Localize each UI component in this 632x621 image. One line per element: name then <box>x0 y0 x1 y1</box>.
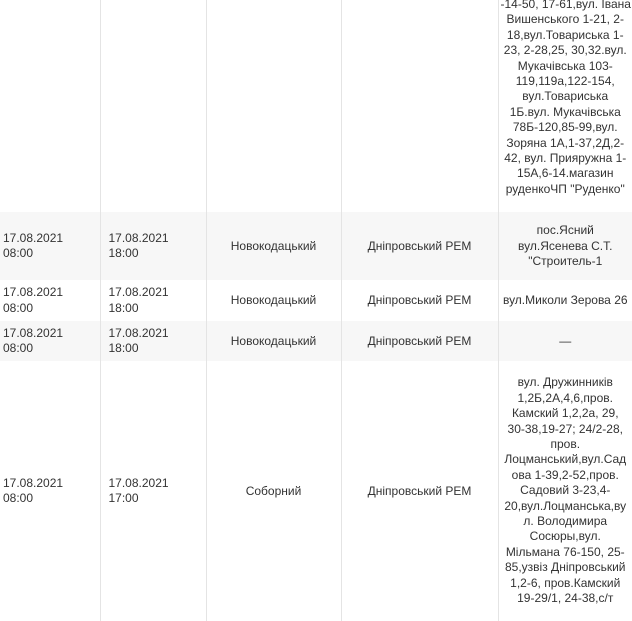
address-line: 15А,6-14.магазин <box>517 166 614 181</box>
address-line: 19-29/1, 24-38,с/т <box>517 590 614 605</box>
district-cell: Новокодацький <box>206 212 341 280</box>
end-time-cell: 17.08.2021 17:00 <box>100 361 206 621</box>
address-cell <box>498 212 632 280</box>
district-cell: Новокодацький <box>206 321 341 361</box>
address-cell <box>498 361 632 621</box>
address-line: -14-50, 17-61,вул. Івана <box>500 0 631 11</box>
district-cell: Новокодацький <box>206 280 341 321</box>
start-time-cell: 17.08.2021 08:00 <box>0 321 100 361</box>
organization-cell: Дніпровський РЕМ <box>341 212 498 280</box>
address-line: 85,узвіз Дніпровський <box>505 560 626 575</box>
address-line: руденкоЧП "Руденко" <box>505 181 625 196</box>
address-line: 30-38,19-27; 24/2-28, <box>507 421 623 436</box>
address-line: Камский 1,2,2а, 29, <box>511 406 619 421</box>
address-line: — <box>559 333 572 348</box>
address-line: 78Б-120,85-99,вул. <box>512 120 618 135</box>
address-line: вул.Товариська <box>522 89 609 104</box>
table-row <box>0 212 632 280</box>
start-time-cell: 17.08.2021 08:00 <box>0 361 100 621</box>
address-cell <box>498 0 632 212</box>
address-line: л. Володимира <box>523 513 608 528</box>
district-cell: Соборний <box>206 361 341 621</box>
address-line: вул. Дружинників <box>517 375 613 390</box>
address-line: Мільмана 76-150, 25- <box>505 544 625 559</box>
address-line: Вишенського 1-21, 2- <box>506 12 624 27</box>
start-time-cell: 17.08.2021 08:00 <box>0 212 100 280</box>
table-row <box>0 280 632 321</box>
table-row <box>0 361 632 621</box>
address-line: Садовий 3-23,4- <box>520 483 611 498</box>
end-time-cell: 17.08.2021 18:00 <box>100 212 206 280</box>
address-line: Мукачівська 103- <box>517 58 613 73</box>
start-time-cell <box>0 0 100 212</box>
organization-cell <box>341 0 498 212</box>
address-line: "Строитель-1 <box>528 253 603 268</box>
start-time-cell: 17.08.2021 08:00 <box>0 280 100 321</box>
address-line: 119,119а,122-154, <box>515 74 615 89</box>
address-line: вул.Ясенева С.Т. <box>518 238 613 253</box>
address-line: 1Б.вул. Мукачівська <box>509 104 621 119</box>
address-line: пос.Ясний <box>536 223 594 238</box>
address-line: Лоцманський,вул.Сад <box>504 452 627 467</box>
address-cell <box>498 321 632 361</box>
organization-cell: Дніпровський РЕМ <box>341 321 498 361</box>
organization-cell: Дніпровський РЕМ <box>341 280 498 321</box>
end-time-cell: 17.08.2021 18:00 <box>100 280 206 321</box>
address-line: 20,вул.Лоцманська,ву <box>504 498 627 513</box>
address-line: 23, 2-28,25, 30,32.вул. <box>503 43 627 58</box>
end-time-cell: 17.08.2021 18:00 <box>100 321 206 361</box>
address-line: пров. <box>550 436 581 451</box>
address-line: 1,2Б,2А,4,6,пров. <box>517 390 613 405</box>
district-cell <box>206 0 341 212</box>
organization-cell: Дніпровський РЕМ <box>341 361 498 621</box>
address-line: 42, вул. Прияружна 1- <box>504 151 627 166</box>
end-time-cell <box>100 0 206 212</box>
address-line: ова 1-39,2-52,пров. <box>511 467 619 482</box>
address-line: Зоряна 1А,1-37,2Д,2- <box>506 135 625 150</box>
address-line: 18,вул.Товариська 1- <box>506 27 624 42</box>
address-line: Сосюры,вул. <box>529 529 601 544</box>
address-line: 1,2-6, пров.Камский <box>510 575 621 590</box>
address-line: вул.Миколи Зерова 26 <box>502 293 628 308</box>
address-cell <box>498 280 632 321</box>
table-row <box>0 0 632 212</box>
table-row <box>0 321 632 361</box>
